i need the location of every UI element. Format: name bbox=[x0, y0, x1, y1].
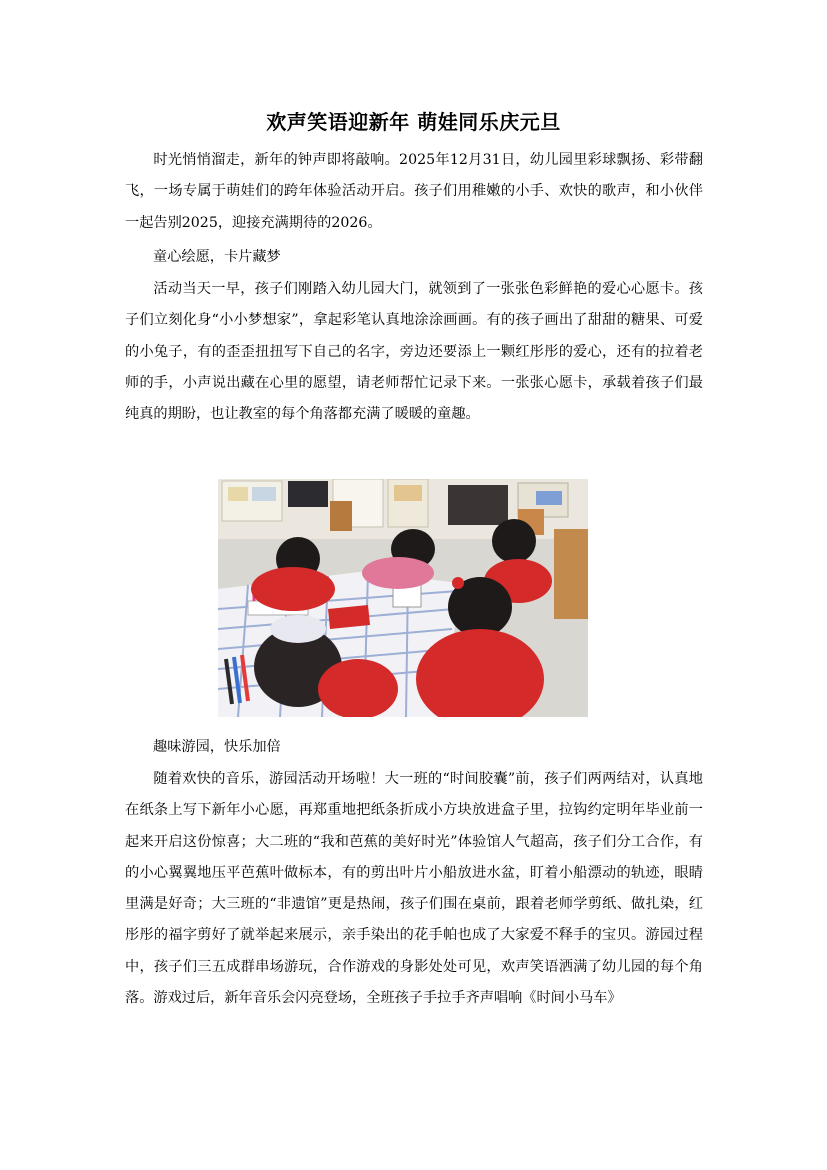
intro-paragraph: 时光悄悄溜走，新年的钟声即将敲响。2025年12月31日，幼儿园里彩球飘扬、彩带翻飞，一场专属于萌娃们的跨年体验活动开启。孩子们用稚嫩的小手、欢快的歌声，和小伙伴一起告别2025，迎接充满期待的2026。 bbox=[125, 152, 703, 231]
classroom-photo bbox=[218, 479, 588, 717]
section2-heading: 趣味游园，快乐加倍 bbox=[153, 739, 281, 755]
section2-paragraph: 随着欢快的音乐，游园活动开场啦！大一班的“时间胶囊”前，孩子们两两结对，认真地在纸条上写下新年小心愿，再郑重地把纸条折成小方块放进盒子里，拉钩约定明年毕业前一起来开启这份惊喜；大二班的“我和芭蕉的美好时光”体验馆人气超高，孩子们分工合作，有的小心翼翼地压平芭蕉叶做标本，有的剪出叶片小船放进水盆，盯着小船漂动的轨迹，眼睛里满是好奇；大三班的“非遗馆”更是热闹，孩子们围在桌前，跟着老师学剪纸、做扎染，红彤彤的福字剪好了就举起来展示，亲手染出的花手帕也成了大家爱不释手的宝贝。游园过程中，孩子们三五成群串场游玩，合作游戏的身影处处可见，欢声笑语洒满了幼儿园的每个角落。游戏过后，新年音乐会闪亮登场，全班孩子手拉手齐声唱响《时间小马车》 bbox=[125, 771, 703, 1007]
section1-paragraph: 活动当天一早，孩子们刚踏入幼儿园大门，就领到了一张张色彩鲜艳的爱心心愿卡。孩子们立刻化身“小小梦想家”，拿起彩笔认真地涂涂画画。有的孩子画出了甜甜的糖果、可爱的小兔子，有的歪歪扭扭写下自己的名字，旁边还要添上一颗红彤彤的爱心，还有的拉着老师的手，小声说出藏在心里的愿望，请老师帮忙记录下来。一张张心愿卡，承载着孩子们最纯真的期盼，也让教室的每个角落都充满了暖暖的童趣。 bbox=[125, 281, 703, 423]
section1-heading: 童心绘愿，卡片藏梦 bbox=[153, 249, 281, 265]
article-title: 欢声笑语迎新年 萌娃同乐庆元旦 bbox=[266, 110, 561, 134]
